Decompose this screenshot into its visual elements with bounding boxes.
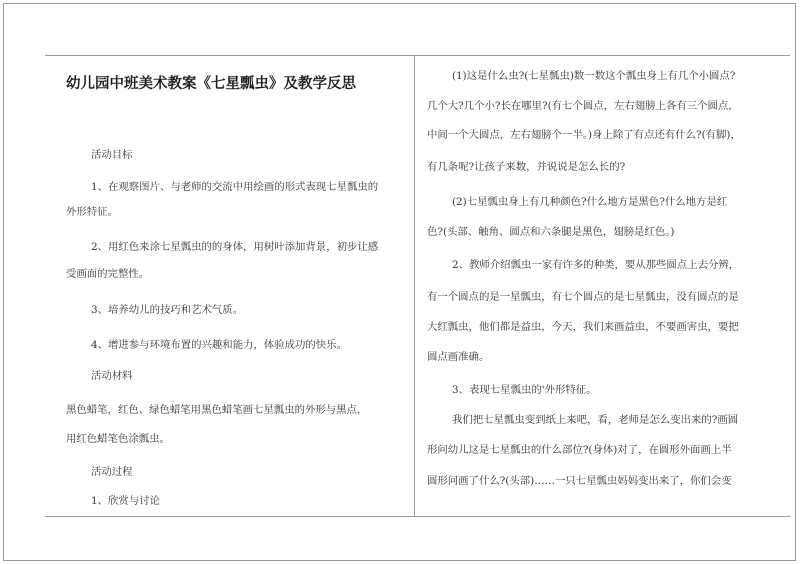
- left-column-line: 4、增进参与环境布置的兴趣和能力，体验成功的快乐。: [91, 339, 347, 351]
- right-column-line: 有一个圆点的是一星瓢虫，有七个圆点的是七星瓢虫，没有圆点的是: [427, 291, 739, 303]
- right-column-line: (1)这是什么虫?(七星瓢虫)数一数这个瓢虫身上有几个小圆点?: [452, 70, 736, 82]
- right-column-line: 圆形问画了什么?(头部)……一只七星瓢虫妈妈变出来了，你们会变: [427, 475, 732, 487]
- right-column-line: 形问幼儿这是七星瓢虫的什么部位?(身体)对了，在圆形外面画上半: [427, 444, 732, 456]
- left-column-line: 活动目标: [91, 149, 133, 161]
- left-column-line: 3、培养幼儿的技巧和艺术气质。: [91, 304, 244, 316]
- left-column-line: 1、在观察图片、与老师的交流中用绘画的形式表现七星瓢虫的: [91, 181, 379, 193]
- left-column-line: 受画面的完整性。: [66, 268, 150, 280]
- document-title: 幼儿园中班美术教案《七星瓢虫》及教学反思: [66, 75, 356, 92]
- left-column-line: 活动过程: [91, 466, 133, 478]
- right-column-line: 几个大?几个小?长在哪里?(有七个圆点，左右翅膀上各有三个圆点，: [427, 100, 739, 112]
- column-divider: [414, 55, 415, 516]
- right-column-line: 圆点画准确。: [427, 351, 490, 363]
- left-column-line: 活动材料: [91, 370, 133, 382]
- left-column-line: 黑色蜡笔，红色、绿色蜡笔用黑色蜡笔画七星瓢虫的外形与黑点，: [66, 404, 368, 416]
- right-column-line: 大红瓢虫，他们都是益虫，今天，我们来画益虫，不要画害虫，要把: [427, 321, 739, 333]
- footer-rule: [45, 516, 790, 517]
- right-column-line: 有几条呢?让孩子来数，并说说是怎么长的?: [427, 161, 626, 173]
- left-column-line: 1、欣赏与讨论: [91, 495, 160, 507]
- right-column-line: 色?(头部、触角、圆点和六条腿是黑色，翅膀是红色。): [427, 226, 675, 238]
- left-column-line: 外形特征。: [66, 206, 118, 218]
- left-column-line: 2、用红色来涂七星瓢虫的的身体，用树叶添加背景，初步让感: [91, 241, 379, 253]
- header-rule: [45, 55, 790, 56]
- right-column-line: 中间一个大圆点，左右翅膀个一半。)身上除了有点还有什么?(有脚)，: [427, 129, 741, 141]
- right-column-line: 3、表现七星瓢虫的'外形特征。: [452, 384, 597, 396]
- right-column-line: (2)七星瓢虫身上有几种颜色?什么地方是黑色?什么地方是红: [452, 196, 728, 208]
- right-column-line: 我们把七星瓢虫变到纸上来吧，看，老师是怎么变出来的?画圆: [452, 414, 739, 426]
- right-column-line: 2、教师介绍瓢虫一家有许多的种类，要从那些圆点上去分辨，: [452, 259, 740, 271]
- left-column-line: 用红色蜡笔色涂瓢虫。: [66, 433, 170, 445]
